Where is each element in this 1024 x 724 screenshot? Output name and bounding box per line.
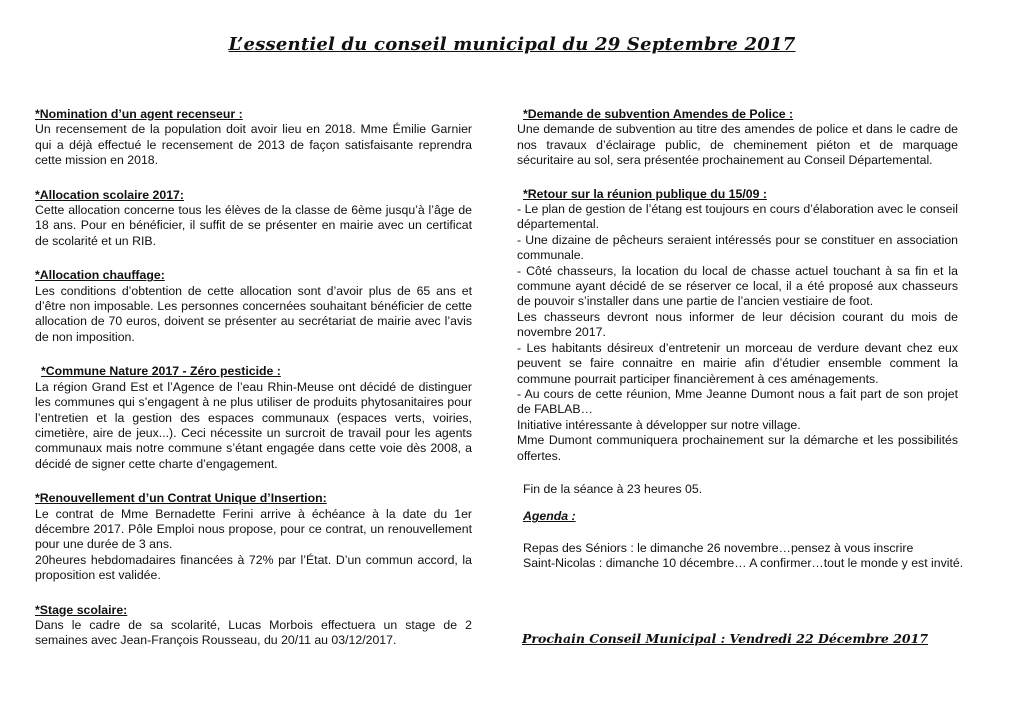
meeting-note: - Les habitants désireux d’entretenir un morceau de verdure devant chez eux peuvent se faire connaitre en mairie afin d’étudier ensemble comment la commune pourrait participer financièrement à ces aménagements. — [517, 340, 958, 386]
section-commune-nature — [35, 364, 472, 472]
agenda-item: Saint-Nicolas : dimanche 10 décembre… A confirmer…tout le monde y est invité. — [523, 556, 964, 571]
section-body-continued: 20heures hebdomadaires financées à 72% par l’État. D’un commun accord, la proposition est validée. — [35, 552, 472, 583]
section-body: Dans le cadre de sa scolarité, Lucas Morbois effectuera un stage de 2 semaines avec Jean-François Rousseau, du 20/11 au 03/12/2017. — [35, 617, 472, 648]
agenda-item: Repas des Séniors : le dimanche 26 novembre…pensez à vous inscrire — [523, 540, 914, 555]
section-heading: *Commune Nature 2017 - Zéro pesticide : — [41, 364, 281, 379]
section-contrat-insertion — [35, 491, 472, 583]
meeting-note: Les chasseurs devront nous informer de leur décision courant du mois de novembre 2017. — [517, 309, 958, 340]
section-reunion-publique — [517, 187, 958, 464]
meeting-note: - Au cours de cette réunion, Mme Jeanne Dumont nous a fait part de son projet de FABLAB… — [517, 386, 958, 417]
left-column — [35, 107, 472, 668]
closing-statement: Fin de la séance à 23 heures 05. — [523, 481, 703, 496]
section-heading: *Renouvellement d’un Contrat Unique d’Insertion: — [35, 491, 327, 506]
section-heading: *Allocation chauffage: — [35, 268, 165, 283]
document-title: L’essentiel du conseil municipal du 29 Septembre 2017 — [228, 34, 796, 55]
section-heading: *Stage scolaire: — [35, 602, 128, 617]
section-agent-recenseur — [35, 107, 472, 169]
agenda-title: Agenda : — [523, 509, 576, 524]
section-body: Une demande de subvention au titre des amendes de police et dans le cadre de nos travaux d’éclairage public, de cheminement piéton et de marquage sécuritaire au sol, sera présentée prochainement au Conseil Départemental. — [517, 122, 958, 168]
section-body: Les conditions d’obtention de cette allocation sont d’avoir plus de 65 ans et d’être non imposable. Les personnes concernées souhaitant bénéficier de cette allocation de 70 euros, doivent se présenter au secrétariat de mairie avec l’avis de non imposition. — [35, 283, 472, 344]
meeting-note: - Une dizaine de pêcheurs seraient intéressés pour se constituer en association communale. — [517, 232, 958, 263]
section-subvention-amendes — [517, 107, 958, 169]
section-heading: *Demande de subvention Amendes de Police : — [523, 107, 794, 121]
meeting-note: - Côté chasseurs, la location du local de chasse actuel touchant à sa fin et la commune ayant décidé de se réserver ce local, il a été proposé aux chasseurs de pouvoir s’installer dans une partie de l’ancien vestiaire de foot. — [517, 263, 958, 309]
section-body: Un recensement de la population doit avoir lieu en 2018. Mme Émilie Garnier qui a déjà effectué le recensement de 2013 de façon satisfaisante reprendra cette mission en 2018. — [35, 122, 472, 168]
next-council-date: Prochain Conseil Municipal : Vendredi 22 Décembre 2017 — [522, 631, 929, 646]
section-body: La région Grand Est et l’Agence de l’eau Rhin-Meuse ont décidé de distinguer les communes qui s’engagent à ne plus utiliser de produits phytosanitaires pour l’entretien et la gestion des espaces communaux (espaces verts, voiries, cimetière, aire de jeux...). Ceci nécessite un surcroit de travail pour les agents communaux mais notre commune s’étant engagée dans cette voie dès 2008, a décidé de signer cette charte d’engagement. — [35, 379, 472, 471]
section-allocation-scolaire — [35, 188, 472, 250]
meeting-note: - Le plan de gestion de l’étang est toujours en cours d’élaboration avec le conseil départemental. — [517, 202, 958, 232]
section-body: Le contrat de Mme Bernadette Ferini arrive à échéance à la date du 1er décembre 2017. Pôle Emploi nous propose, pour ce contrat, un renouvellement pour une durée de 3 ans. — [35, 506, 472, 552]
meeting-note: Initiative intéressante à développer sur notre village. — [517, 417, 801, 432]
meeting-note: Mme Dumont communiquera prochainement sur la démarche et les possibilités offertes. — [517, 433, 958, 463]
section-stage-scolaire — [35, 603, 472, 649]
section-body: Cette allocation concerne tous les élèves de la classe de 6ème jusqu’à l’âge de 18 ans. Pour en bénéficier, il suffit de se présenter en mairie avec un certificat de scolarité et un RIB. — [35, 203, 472, 248]
right-column — [517, 107, 964, 572]
section-allocation-chauffage — [35, 268, 472, 345]
section-heading: *Retour sur la réunion publique du 15/09 : — [523, 186, 767, 201]
section-heading: *Allocation scolaire 2017: — [35, 187, 184, 202]
section-heading: *Nomination d’un agent recenseur : — [35, 107, 243, 121]
